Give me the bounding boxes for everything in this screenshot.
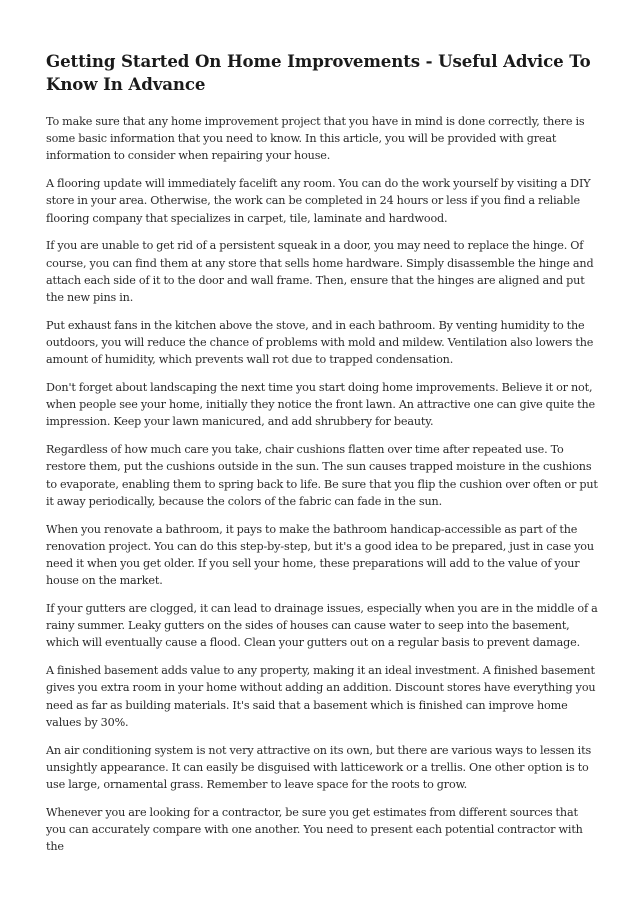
document-title: Getting Started On Home Improvements - Useful Advice To Know In Advance: [46, 51, 591, 94]
paragraph-contractor: Whenever you are looking for a contractor, be sure you get estimates from different sources that you can accurately compare with one another. You need to present each potential contractor with the: [46, 805, 583, 854]
paragraph-bathroom: When you renovate a bathroom, it pays to make the bathroom handicap-accessible as part of the renovation project. You can do this step-by-step, but it's a good idea to be prepared, just in case you need it when you get older. If you sell your home, these preparations will add to the value of your house on the market.: [46, 522, 594, 588]
document-page: [46, 50, 598, 866]
paragraph-exhaust-fans: Put exhaust fans in the kitchen above the stove, and in each bathroom. By venting humidity to the outdoors, you will reduce the chance of problems with mold and mildew. Ventilation also lowers the amount of humidity, which prevents wall rot due to trapped condensation.: [46, 318, 594, 367]
paragraph-basement: A finished basement adds value to any property, making it an ideal investment. A finished basement gives you extra room in your home without adding an addition. Discount stores have everything you need as far as building materials. It's said that a basement which is finished can improve home values by 30%.: [46, 664, 596, 729]
paragraph-air-conditioning: An air conditioning system is not very attractive on its own, but there are various ways to lessen its unsightly appearance. It can easily be disguised with latticework or a trellis. One other option is to use large, ornamental grass. Remember to leave space for the roots to grow.: [46, 743, 592, 792]
paragraph-chair-cushions: Regardless of how much care you take, chair cushions flatten over time after repeated use. To restore them, put the cushions outside in the sun. The sun causes trapped moisture in the cushions to evaporate, enabling them to spring back to life. Be sure that you flip the cushion over often or put it away periodically, because the colors of the fabric can fade in the sun.: [46, 443, 598, 508]
paragraph-door-hinge: If you are unable to get rid of a persistent squeak in a door, you may need to replace the hinge. Of course, you can find them at any store that sells home hardware. Simply disassemble the hinge and attach each side of it to the door and wall frame. Then, ensure that the hinges are aligned and put the new pins in.: [46, 239, 594, 305]
paragraph-landscaping: Don't forget about landscaping the next time you start doing home improvements. Believe it or not, when people see your home, initially they notice the front lawn. An attractive one can give quite the impression. Keep your lawn manicured, and add shrubbery for beauty.: [46, 381, 595, 429]
paragraph-intro: To make sure that any home improvement project that you have in mind is done correctly, there is some basic information that you need to know. In this article, you will be provided with great information to consider when repairing your house.: [46, 115, 585, 163]
paragraph-flooring: A flooring update will immediately facelift any room. You can do the work yourself by visiting a DIY store in your area. Otherwise, the work can be completed in 24 hours or less if you find a reliable flooring company that specializes in carpet, tile, laminate and hardwood.: [46, 177, 591, 225]
paragraph-gutters: If your gutters are clogged, it can lead to drainage issues, especially when you are in the middle of a rainy summer. Leaky gutters on the sides of houses can cause water to seep into the basement, which will eventually cause a flood. Clean your gutters out on a regular basis to prevent damage.: [46, 602, 598, 650]
